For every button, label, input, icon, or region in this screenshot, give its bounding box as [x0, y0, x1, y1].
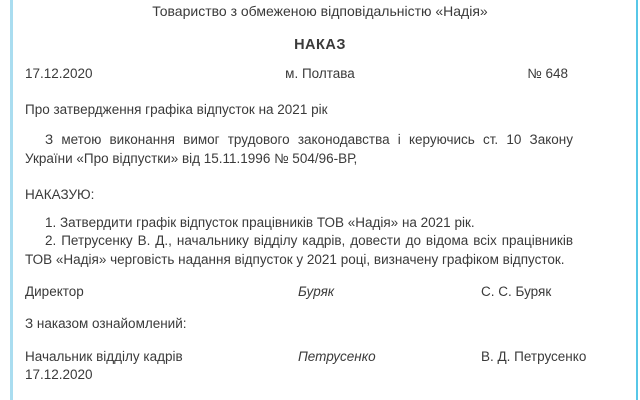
director-signature: Буряк [298, 284, 335, 299]
meta-row [25, 66, 615, 82]
order-word: НАКАЗУЮ: [25, 187, 95, 202]
acknowledgement-label: З наказом ознайомлений: [25, 316, 187, 331]
right-border-line [636, 0, 638, 400]
order-item-1: 1. Затвердити графік відпусток працівників ТОВ «Надія» на 2021 рік. [45, 215, 475, 230]
document-date: 17.12.2020 [25, 66, 93, 81]
director-position-label: Директор [25, 284, 84, 299]
director-name: С. С. Буряк [481, 284, 552, 299]
company-name: Товариство з обмеженою відповідальністю «Надія» [152, 3, 488, 19]
acknowledgement-date: 17.12.2020 [25, 367, 93, 382]
hr-chief-signature: Петрусенко [298, 349, 376, 364]
document-city: м. Полтава [285, 66, 355, 81]
document-content [25, 0, 615, 400]
hr-chief-name: В. Д. Петрусенко [481, 349, 587, 364]
order-item-2: 2. Петрусенку В. Д., начальнику відділу кадрів, довести до відома всіх працівників ТОВ «Надія» черговість надання відпусток у 2021 році, визначену графіком відпусток. [25, 233, 573, 267]
document-subject: Про затвердження графіка відпусток на 2021 рік [25, 102, 328, 117]
document-title: НАКАЗ [294, 37, 346, 53]
document-number: № 648 [527, 66, 568, 81]
signature-row-hr-chief [25, 349, 615, 365]
hr-chief-position-label: Начальник відділу кадрів [25, 349, 183, 364]
signature-row-director [25, 284, 615, 300]
preamble-paragraph: З метою виконання вимог трудового законодавства і керуючись ст. 10 Закону України «Про відпустки» від 15.11.1996 № 504/96-ВР, [25, 132, 573, 166]
left-border-line [10, 0, 13, 400]
